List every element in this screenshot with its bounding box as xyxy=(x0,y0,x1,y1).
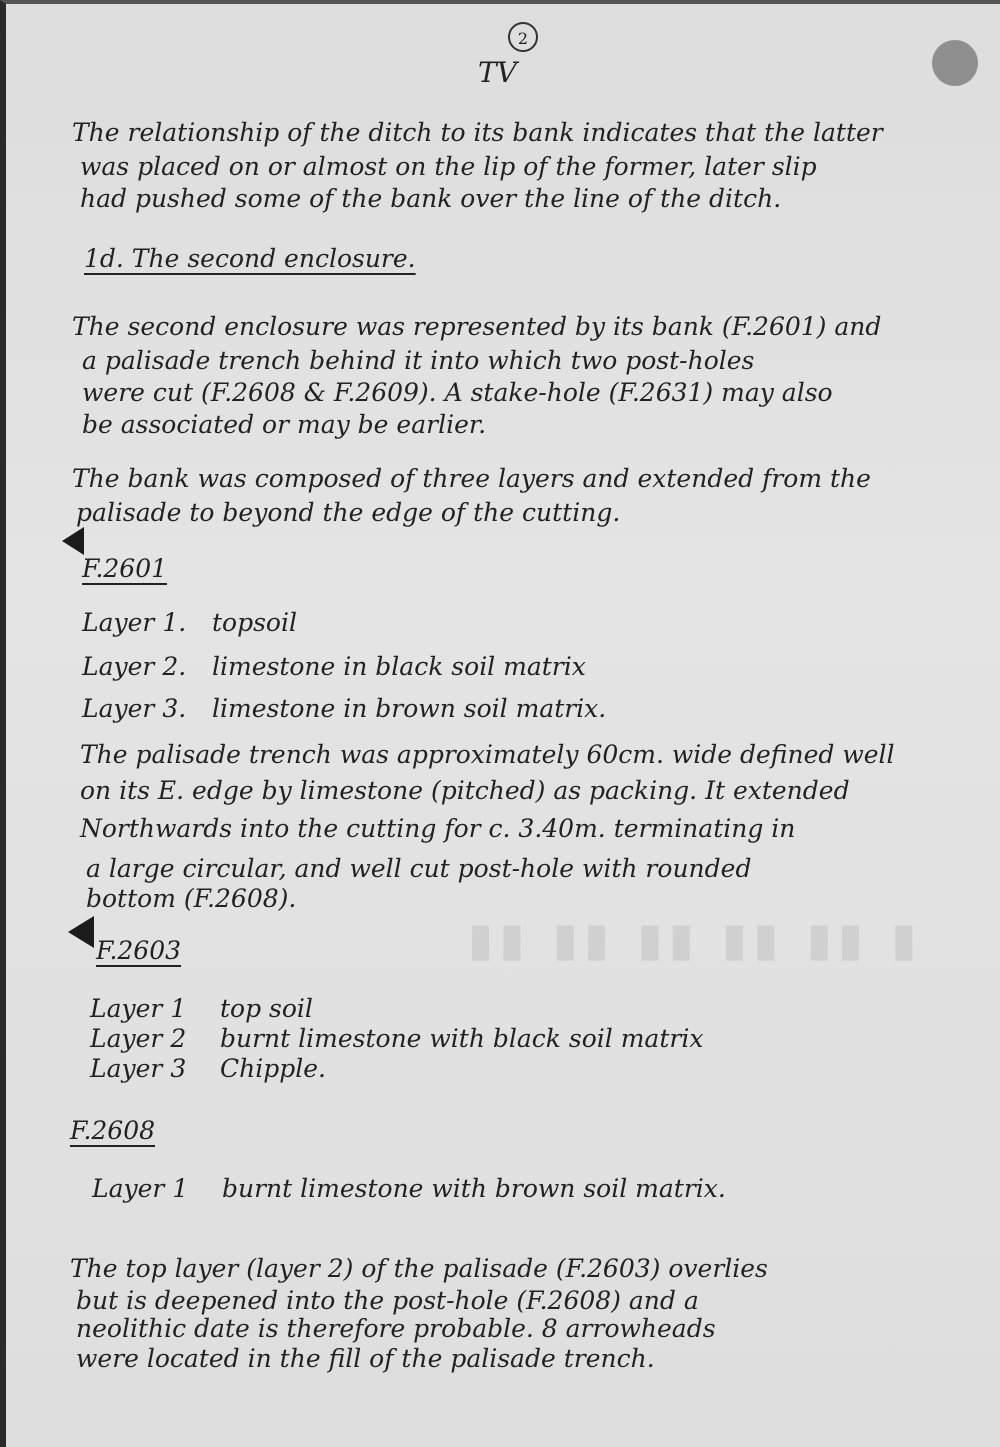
bleed-through-marks: ▮▮ ▮▮ ▮▮ ▮▮ ▮▮ ▮ xyxy=(468,912,923,966)
margin-marker xyxy=(62,527,84,555)
text-line: The top layer (layer 2) of the palisade (F.2603) overlies xyxy=(70,1254,768,1283)
margin-marker xyxy=(68,916,94,948)
text-line: on its E. edge by limestone (pitched) as packing. It extended xyxy=(80,776,850,805)
text-line: had pushed some of the bank over the line of the ditch. xyxy=(80,184,782,213)
text-line: The bank was composed of three layers and extended from the xyxy=(72,464,871,493)
layer-description: limestone in black soil matrix xyxy=(212,652,586,681)
page-number: 2 xyxy=(508,22,538,52)
text-line: were located in the fill of the palisade trench. xyxy=(76,1344,655,1373)
text-line: a palisade trench behind it into which two post-holes xyxy=(82,346,755,375)
layer-description: burnt limestone with black soil matrix xyxy=(220,1024,704,1053)
text-line: were cut (F.2608 & F.2609). A stake-hole (F.2631) may also xyxy=(82,378,833,407)
layer-label: Layer 2 xyxy=(90,1024,187,1053)
layer-label: Layer 3 xyxy=(90,1054,187,1083)
layer-description: topsoil xyxy=(212,608,297,637)
feature-title: F.2608 xyxy=(70,1116,156,1145)
layer-row xyxy=(90,1054,326,1084)
text-line: but is deepened into the post-hole (F.2608) and a xyxy=(76,1286,699,1315)
punch-hole xyxy=(932,40,978,86)
layer-label: Layer 1. xyxy=(82,608,187,637)
text-line: The relationship of the ditch to its bank indicates that the latter xyxy=(72,118,883,147)
section-heading: 1d. The second enclosure. xyxy=(84,244,416,273)
layer-row xyxy=(92,1174,726,1204)
layer-row xyxy=(90,994,313,1024)
text-line: neolithic date is therefore probable. 8 arrowheads xyxy=(76,1314,716,1343)
layer-label: Layer 3. xyxy=(82,694,187,723)
text-line: bottom (F.2608). xyxy=(86,884,297,913)
text-line: be associated or may be earlier. xyxy=(82,410,487,439)
text-line: a large circular, and well cut post-hole with rounded xyxy=(86,854,752,883)
layer-row xyxy=(82,652,586,682)
feature-title: F.2603 xyxy=(96,936,182,965)
text-line: The palisade trench was approximately 60cm. wide defined well xyxy=(80,740,895,769)
text-line: Northwards into the cutting for c. 3.40m. terminating in xyxy=(80,814,796,843)
checked-mark: TV xyxy=(478,56,517,89)
feature-title: F.2601 xyxy=(82,554,168,583)
text-line: palisade to beyond the edge of the cutting. xyxy=(76,498,621,527)
text-line: was placed on or almost on the lip of the former, later slip xyxy=(80,152,817,181)
layer-row xyxy=(82,608,297,638)
layer-row xyxy=(82,694,606,724)
layer-description: Chipple. xyxy=(220,1054,326,1083)
layer-label: Layer 1 xyxy=(90,994,187,1023)
layer-label: Layer 2. xyxy=(82,652,187,681)
text-line: The second enclosure was represented by its bank (F.2601) and xyxy=(72,312,882,341)
layer-description: burnt limestone with brown soil matrix. xyxy=(222,1174,726,1203)
layer-row xyxy=(90,1024,703,1054)
layer-description: limestone in brown soil matrix. xyxy=(212,694,607,723)
layer-label: Layer 1 xyxy=(92,1174,189,1203)
layer-description: top soil xyxy=(220,994,313,1023)
